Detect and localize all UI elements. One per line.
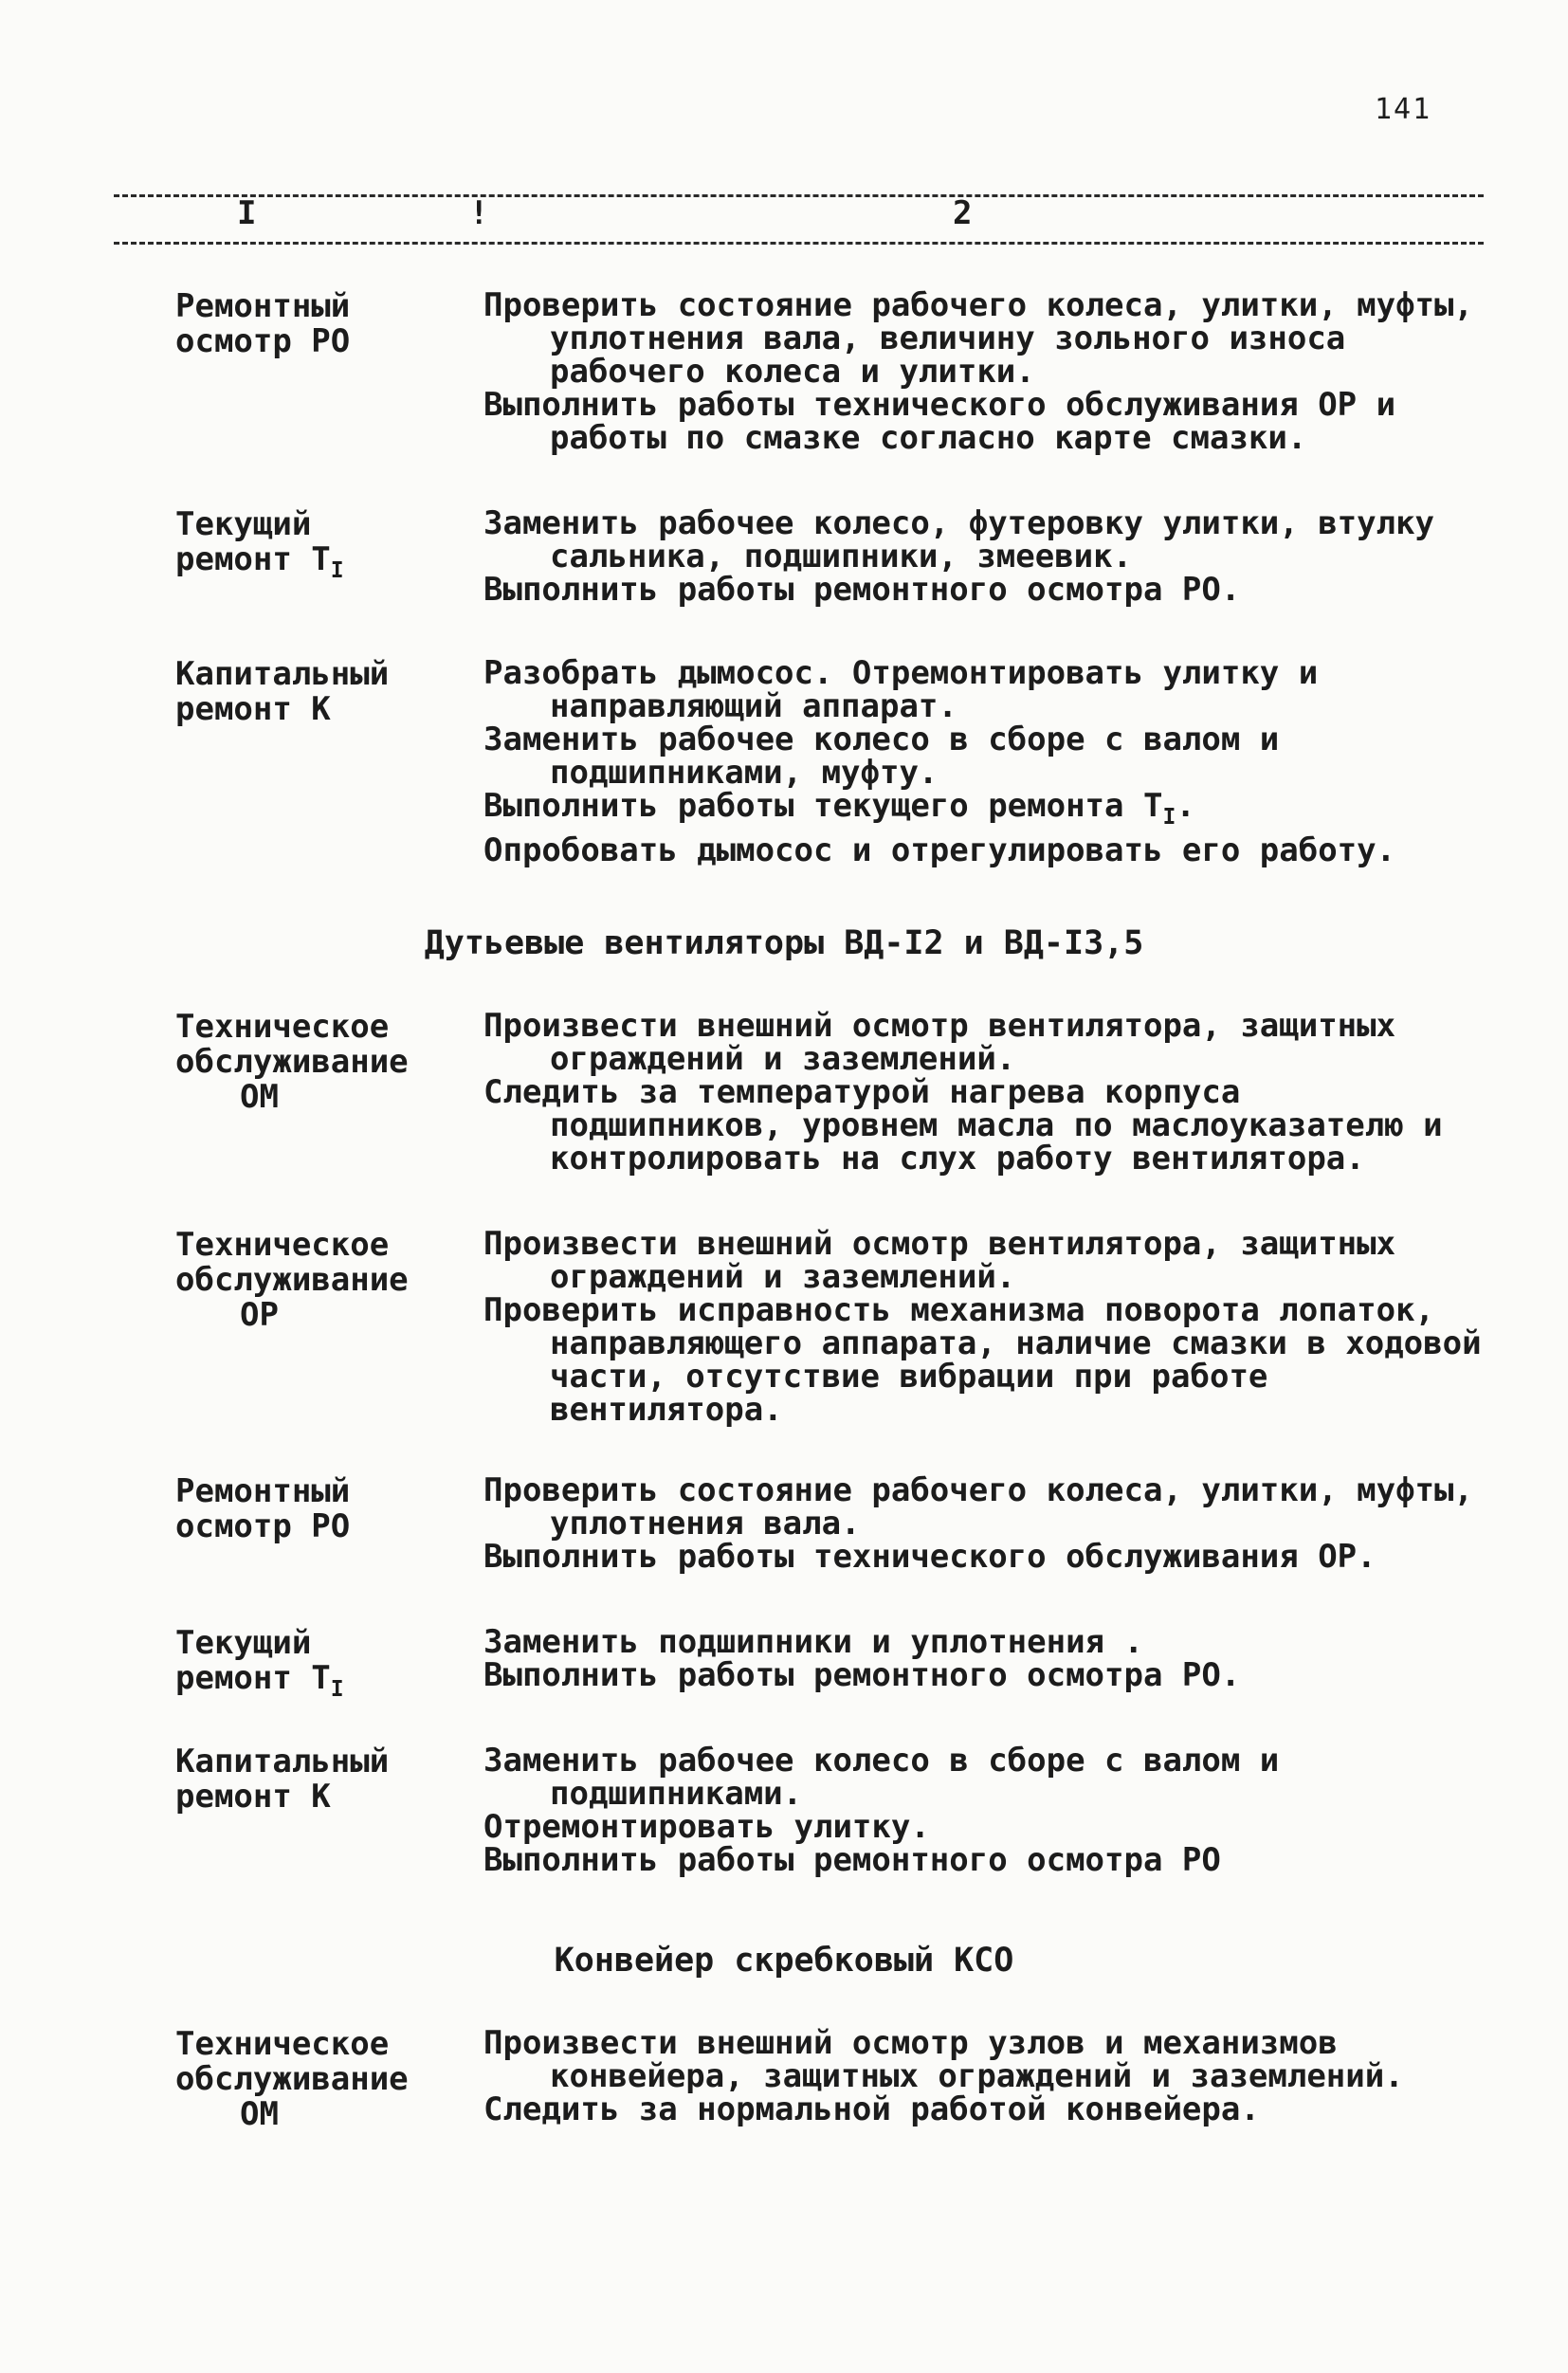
page-number: 141: [1375, 93, 1432, 126]
table-row: [175, 1007, 1484, 1177]
row-term: Ремонтный осмотр РО: [175, 287, 351, 360]
row-ops: Заменить рабочее колесо, футеровку улитки, втулку сальника, подшипники, змеевик. Выполнить работы ремонтного осмотра РО.: [483, 504, 1435, 609]
row-ops: Произвести внешний осмотр вентилятора, защитных ограждений и заземлений. Следить за температурой нагрева корпуса подшипников, уровнем масла по маслоуказателю и контролировать на слух работу вентилятора.: [483, 1007, 1443, 1177]
section-title-conveyor: Конвейер скребковый КСО: [554, 1942, 1014, 1980]
table-row: [175, 1623, 1484, 1707]
table-row: [175, 654, 1484, 869]
table-row: [175, 1744, 1484, 1877]
column-separator: !: [469, 194, 489, 232]
row-term: Капитальный ремонт К: [175, 655, 390, 728]
table-row: [175, 286, 1484, 457]
column-header-2: 2: [953, 194, 973, 232]
row-term: Техническое обслуживание ОМ: [175, 1008, 409, 1116]
row-term: Техническое обслуживание ОМ: [175, 2025, 409, 2133]
section-title-fans: Дутьевые вентиляторы ВД-I2 и ВД-I3,5: [424, 924, 1144, 962]
row-term: Текущий ремонт $Т_I$: [175, 505, 344, 583]
row-term: Капитальный ремонт К: [175, 1743, 390, 1816]
row-ops: Произвести внешний осмотр вентилятора, защитных ограждений и заземлений. Проверить исправность механизма поворота лопаток, направляющего аппарата, наличие смазки в ходовой части, отсутствие вибрации при работе вентилятора.: [483, 1225, 1482, 1429]
row-term: Текущий ремонт $Т_I$: [175, 1624, 344, 1702]
table-row: [175, 1471, 1484, 1576]
column-header-1: I: [237, 194, 257, 232]
row-ops: Разобрать дымосос. Отремонтировать улитку и направляющий аппарат. Заменить рабочее колесо в сборе с валом и подшипниками, муфту. Выполнить работы текущего ремонта $Т_I$. Опробовать дымосос и отрегулировать его работу.: [483, 654, 1396, 869]
row-ops: Заменить подшипники и уплотнения . Выполнить работы ремонтного осмотра РО.: [483, 1623, 1241, 1694]
header-dash-bottom: [114, 242, 1484, 245]
row-term: Техническое обслуживание ОР: [175, 1226, 409, 1334]
row-ops: Произвести внешний осмотр узлов и механизмов конвейера, защитных ограждений и заземлений. Следить за нормальной работой конвейера.: [483, 2024, 1404, 2128]
table-row: [175, 504, 1484, 609]
row-ops: Заменить рабочее колесо в сборе с валом и подшипниками. Отремонтировать улитку. Выполнить работы ремонтного осмотра РО: [483, 1742, 1280, 1879]
row-term: Ремонтный осмотр РО: [175, 1472, 351, 1545]
header-dash-top: [114, 194, 1484, 197]
table-row: [175, 1225, 1484, 1429]
row-ops: Проверить состояние рабочего колеса, улитки, муфты, уплотнения вала, величину зольного износа рабочего колеса и улитки. Выполнить работы технического обслуживания ОР и работы по смазке согласно карте смазки.: [483, 286, 1473, 457]
table-row: [175, 2024, 1484, 2133]
row-ops: Проверить состояние рабочего колеса, улитки, муфты, уплотнения вала. Выполнить работы технического обслуживания ОР.: [483, 1471, 1473, 1576]
